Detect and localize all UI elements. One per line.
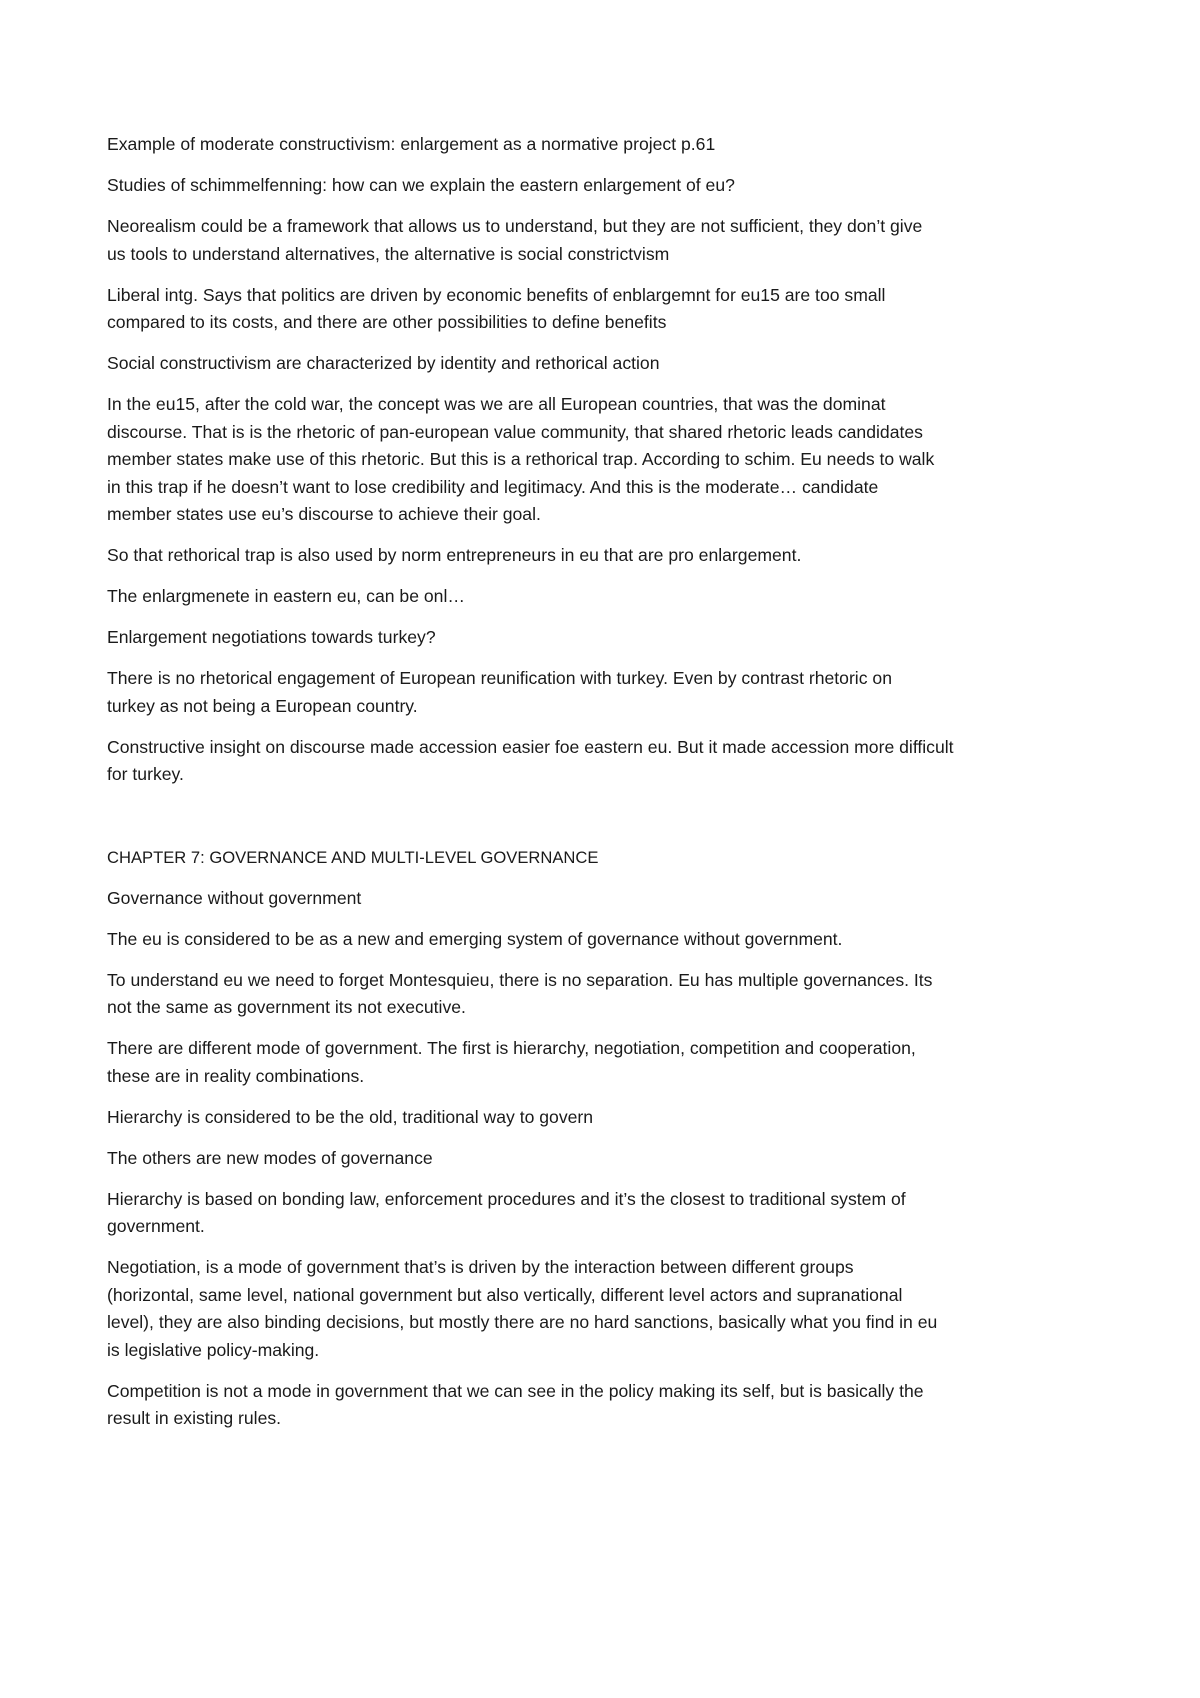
text-line: Governance without government <box>107 887 362 908</box>
text-line: these are in reality combinations. <box>107 1065 365 1086</box>
notes-section-enlargement <box>107 131 1107 789</box>
text-line: Social constructivism are characterized by identity and rethorical action <box>107 353 660 373</box>
chapter-heading <box>107 844 1107 872</box>
text-line: To understand eu we need to forget Montesquieu, there is no separation. Eu has multiple governances. Its <box>107 969 933 990</box>
text-line: in this trap if he doesn’t want to lose credibility and legitimacy. And this is the moderate… candidate <box>107 476 879 497</box>
paragraph <box>107 926 1107 954</box>
paragraph <box>107 213 1107 268</box>
paragraph <box>107 282 1107 337</box>
text-line: level), they are also binding decisions, but mostly there are no hard sanctions, basically what you find in eu <box>107 1312 938 1332</box>
paragraph <box>107 967 1107 1022</box>
paragraph <box>107 885 1107 913</box>
text-line: Competition is not a mode in government that we can see in the policy making its self, but is basically the <box>107 1380 924 1401</box>
text-line: result in existing rules. <box>107 1408 282 1428</box>
paragraph <box>107 583 1107 611</box>
text-line: (horizontal, same level, national government but also vertically, different level actors and supranational <box>107 1284 903 1305</box>
paragraph <box>107 1378 1107 1433</box>
paragraph <box>107 665 1107 720</box>
paragraph <box>107 350 1107 378</box>
text-line: The others are new modes of governance <box>107 1147 433 1168</box>
text-line: Neorealism could be a framework that allows us to understand, but they are not sufficient, they don’t give <box>107 216 923 236</box>
paragraph <box>107 1186 1107 1241</box>
text-line: Studies of schimmelfenning: how can we explain the eastern enlargement of eu? <box>107 175 735 195</box>
paragraph <box>107 131 1107 159</box>
text-line: discourse. That is is the rhetoric of pan-european value community, that shared rhetoric leads candidates <box>107 421 923 442</box>
text-line: member states make use of this rhetoric. But this is a rethorical trap. According to schim. Eu needs to walk <box>107 449 935 469</box>
text-line: not the same as government its not executive. <box>107 997 466 1017</box>
text-line: compared to its costs, and there are other possibilities to define benefits <box>107 312 667 332</box>
text-line: is legislative policy-making. <box>107 1339 320 1360</box>
text-line: So that rethorical trap is also used by norm entrepreneurs in eu that are pro enlargement. <box>107 545 802 565</box>
text-line: Hierarchy is based on bonding law, enforcement procedures and it’s the closest to traditional system of <box>107 1188 906 1209</box>
text-line: for turkey. <box>107 764 184 784</box>
paragraph <box>107 542 1107 570</box>
notes-section-governance <box>107 885 1107 1433</box>
paragraph <box>107 391 1107 529</box>
document-page <box>107 131 1107 1446</box>
paragraph <box>107 1104 1107 1132</box>
text-line: government. <box>107 1216 205 1236</box>
text-line: Negotiation, is a mode of government that’s is driven by the interaction between different groups <box>107 1257 854 1277</box>
text-line: member states use eu’s discourse to achieve their goal. <box>107 504 541 524</box>
text-line: Hierarchy is considered to be the old, traditional way to govern <box>107 1106 594 1127</box>
chapter-heading-text: CHAPTER 7: GOVERNANCE AND MULTI-LEVEL GOVERNANCE <box>107 847 599 867</box>
text-line: The eu is considered to be as a new and emerging system of governance without government. <box>107 928 843 949</box>
text-line: There are different mode of government. The first is hierarchy, negotiation, competition and cooperation, <box>107 1038 916 1058</box>
paragraph <box>107 734 1107 789</box>
text-line: Example of moderate constructivism: enlargement as a normative project p.61 <box>107 134 716 154</box>
text-line: The enlargmenete in eastern eu, can be onl… <box>107 586 465 606</box>
text-line: turkey as not being a European country. <box>107 695 418 716</box>
paragraph <box>107 1145 1107 1173</box>
text-line: Liberal intg. Says that politics are driven by economic benefits of enblargemnt for eu15 are too small <box>107 284 886 305</box>
text-line: Constructive insight on discourse made accession easier foe eastern eu. But it made accession more difficult <box>107 736 954 757</box>
paragraph <box>107 1035 1107 1090</box>
paragraph <box>107 624 1107 652</box>
paragraph <box>107 1254 1107 1364</box>
text-line: us tools to understand alternatives, the alternative is social constrictvism <box>107 243 670 264</box>
paragraph <box>107 172 1107 200</box>
text-line: Enlargement negotiations towards turkey? <box>107 627 436 647</box>
text-line: There is no rhetorical engagement of European reunification with turkey. Even by contrast rhetoric on <box>107 668 892 688</box>
text-line: In the eu15, after the cold war, the concept was we are all European countries, that was the dominat <box>107 394 886 414</box>
